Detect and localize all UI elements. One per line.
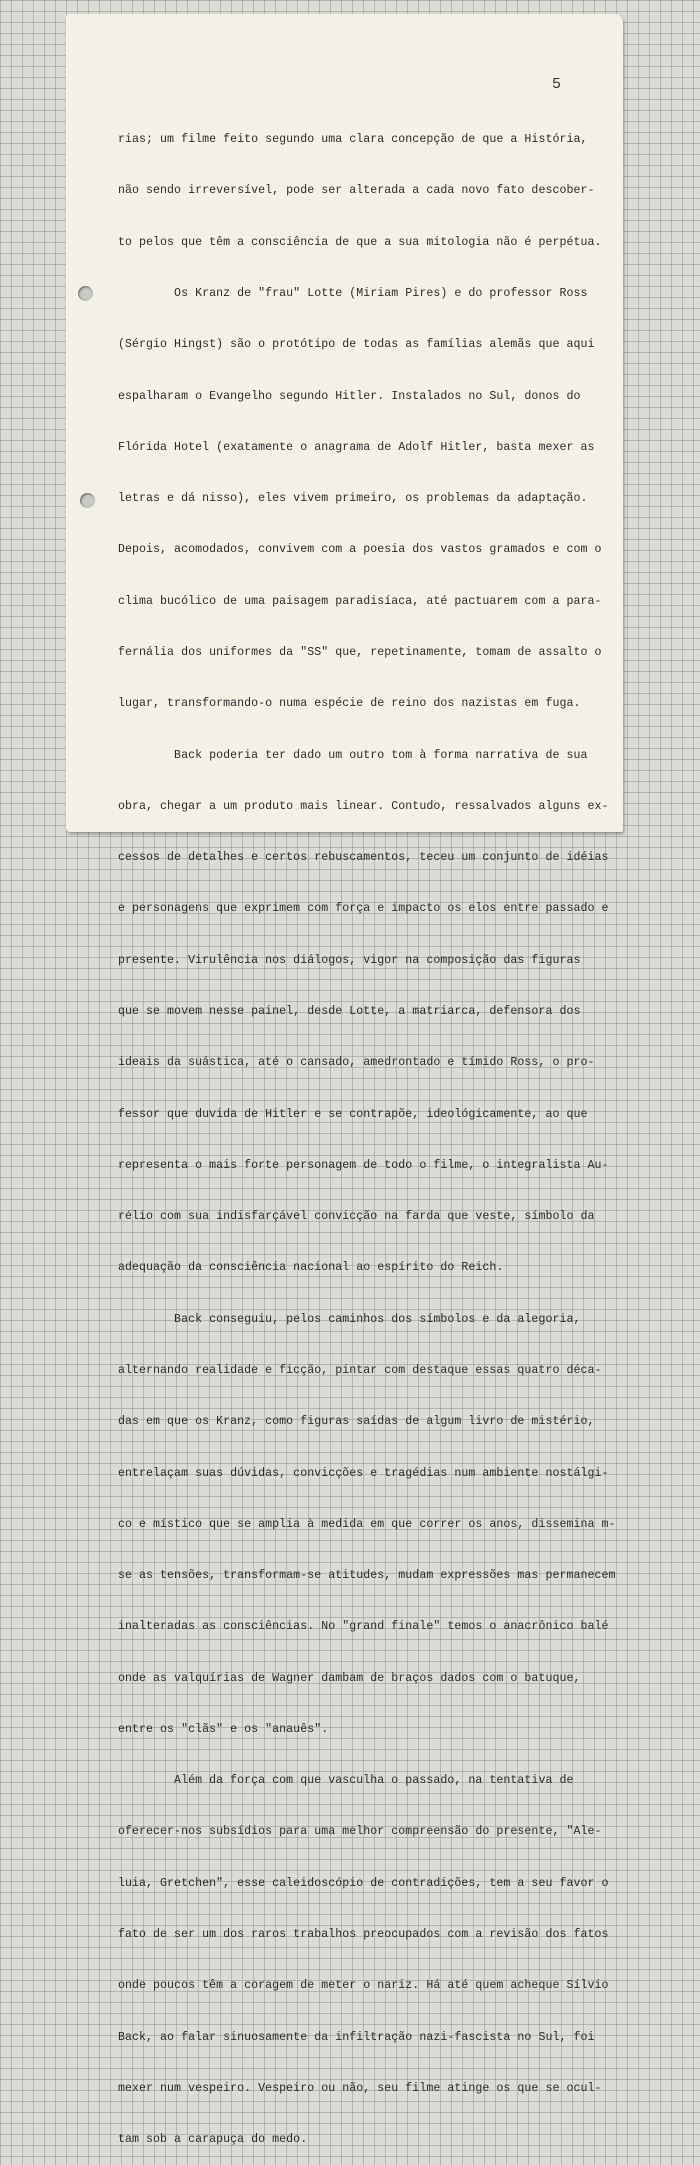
punch-hole-bottom <box>80 493 95 508</box>
text-line: luia, Gretchen", esse caleidoscópio de contradições, tem a seu favor o <box>118 1876 609 1890</box>
text-line: Flórida Hotel (exatamente o anagrama de Adolf Hitler, basta mexer as <box>118 440 595 454</box>
page-number: 5 <box>552 76 562 93</box>
text-line: presente. Virulência nos diálogos, vigor na composição das figuras <box>118 953 581 967</box>
text-line: das em que os Kranz, como figuras saídas de algum livro de mistério, <box>118 1415 595 1429</box>
text-line: ideais da suástica, até o cansado, amedrontado e tímido Ross, o pro- <box>118 1056 595 1070</box>
text-line: tam sob a carapuça do medo. <box>118 2133 308 2147</box>
text-line: rias; um filme feito segundo uma clara concepção de que a História, <box>118 133 588 147</box>
text-line: to pelos que têm a consciência de que a sua mitologia não é perpétua. <box>118 235 602 249</box>
text-line: entre os "clãs" e os "anauês". <box>118 1722 329 1736</box>
text-line: Back poderia ter dado um outro tom à forma narrativa de sua <box>118 748 588 762</box>
text-line: Depois, acomodados, convivem com a poesia dos vastos gramados e com o <box>118 543 602 557</box>
text-line: mexer num vespeiro. Vespeiro ou não, seu filme atinge os que se ocul- <box>118 2081 602 2095</box>
text-line: fessor que duvida de Hitler e se contrapõe, ideológicamente, ao que <box>118 1107 588 1121</box>
text-line: obra, chegar a um produto mais linear. Contudo, ressalvados alguns ex- <box>118 799 609 813</box>
text-line: inalteradas as consciências. No "grand finale" temos o anacrônico balé <box>118 1620 609 1634</box>
text-line: e personagens que exprimem com força e impacto os elos entre passado e <box>118 902 609 916</box>
text-line: letras e dá nisso), eles vivem primeiro, os problemas da adaptação. <box>118 492 588 506</box>
text-line: (Sérgio Hingst) são o protótipo de todas as famílias alemãs que aqui <box>118 338 595 352</box>
typed-text-body <box>118 97 616 2165</box>
text-line: Back conseguiu, pelos caminhos dos símbolos e da alegoria, <box>118 1312 581 1326</box>
text-line: rélio com sua indisfarçável convicção na farda que veste, símbolo da <box>118 1210 595 1224</box>
text-line: que se movem nesse painel, desde Lotte, a matriarca, defensora dos <box>118 1004 581 1018</box>
text-line: fato de ser um dos raros trabalhos preocupados com a revisão dos fatos <box>118 1928 609 1942</box>
punch-hole-top <box>78 286 93 301</box>
text-line: cessos de detalhes e certos rebuscamentos, teceu um conjunto de idéias <box>118 851 609 865</box>
text-line: Os Kranz de "frau" Lotte (Miriam Pires) e do professor Ross <box>118 287 588 301</box>
text-line: clima bucólico de uma paisagem paradisíaca, até pactuarem com a para- <box>118 594 602 608</box>
text-line: Back, ao falar sinuosamente da infiltração nazi-fascista no Sul, foi <box>118 2030 595 2044</box>
text-line: adequação da consciência nacional ao espírito do Reich. <box>118 1261 504 1275</box>
text-line: alternando realidade e ficção, pintar com destaque essas quatro déca- <box>118 1363 602 1377</box>
text-line: espalharam o Evangelho segundo Hitler. Instalados no Sul, donos do <box>118 389 581 403</box>
text-line: se as tensões, transformam-se atitudes, mudam expressões mas permanecem <box>118 1569 616 1583</box>
text-line: lugar, transformando-o numa espécie de reino dos nazistas em fuga. <box>118 697 581 711</box>
text-line: fernália dos uniformes da "SS" que, repetinamente, tomam de assalto o <box>118 646 602 659</box>
text-line: co e místico que se amplia à medida em que correr os anos, dissemina m- <box>118 1517 616 1531</box>
text-line: entrelaçam suas dúvidas, convicções e tragédias num ambiente nostálgi- <box>118 1466 609 1480</box>
text-line: não sendo irreversível, pode ser alterada a cada novo fato descober- <box>118 184 595 198</box>
text-line: onde poucos têm a coragem de meter o nariz. Há até quem acheque Sílvio <box>118 1979 609 1993</box>
text-line: Além da força com que vasculha o passado, na tentativa de <box>118 1774 574 1788</box>
text-line: onde as valquírias de Wagner dambam de braços dados com o batuque, <box>118 1671 581 1685</box>
text-line: oferecer-nos subsídios para uma melhor compreensão do presente, "Ale- <box>118 1825 602 1839</box>
text-line: representa o mais forte personagem de todo o filme, o integralista Au- <box>118 1158 609 1172</box>
